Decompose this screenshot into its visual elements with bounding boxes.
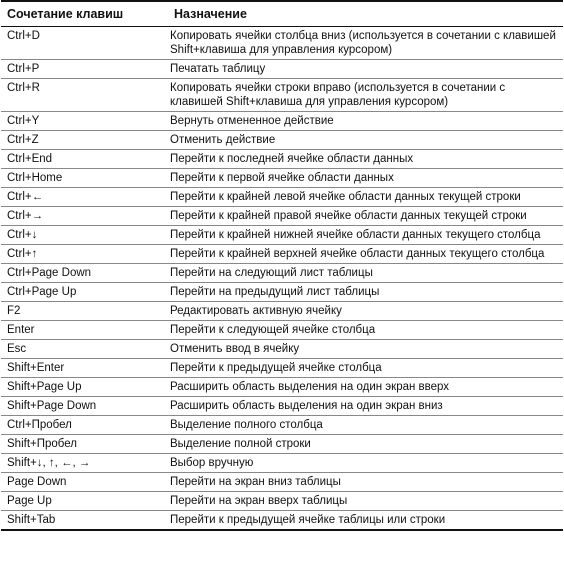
shortcut-description-cell: Расширить область выделения на один экран вниз xyxy=(168,397,563,416)
shortcut-keys-cell: Shift+Пробел xyxy=(1,435,168,454)
table-row xyxy=(1,112,563,131)
shortcut-description-cell: Перейти к первой ячейке области данных xyxy=(168,169,563,188)
shortcut-keys-cell: Ctrl+→ xyxy=(1,207,168,226)
table-row xyxy=(1,131,563,150)
table-row xyxy=(1,511,563,531)
shortcut-keys-cell: Ctrl+Пробел xyxy=(1,416,168,435)
shortcut-description-cell: Перейти на предыдущий лист таблицы xyxy=(168,283,563,302)
shortcut-keys-cell: Ctrl+End xyxy=(1,150,168,169)
shortcut-description-cell: Выделение полной строки xyxy=(168,435,563,454)
shortcut-description-cell: Перейти на экран вниз таблицы xyxy=(168,473,563,492)
table-row xyxy=(1,27,563,60)
shortcut-keys-cell: Esc xyxy=(1,340,168,359)
table-row xyxy=(1,435,563,454)
table-row xyxy=(1,79,563,112)
shortcut-keys-cell: Ctrl+← xyxy=(1,188,168,207)
table-row xyxy=(1,473,563,492)
shortcut-description-cell: Перейти на экран вверх таблицы xyxy=(168,492,563,511)
shortcut-keys-cell: Ctrl+Page Up xyxy=(1,283,168,302)
table-row xyxy=(1,492,563,511)
table-row xyxy=(1,245,563,264)
shortcut-keys-cell: Ctrl+↓ xyxy=(1,226,168,245)
shortcut-description-cell: Редактировать активную ячейку xyxy=(168,302,563,321)
shortcut-keys-cell: F2 xyxy=(1,302,168,321)
shortcut-keys-cell: Ctrl+R xyxy=(1,79,168,112)
table-row xyxy=(1,416,563,435)
shortcut-keys-cell: Shift+Page Up xyxy=(1,378,168,397)
shortcut-description-cell: Перейти к предыдущей ячейке таблицы или строки xyxy=(168,511,563,531)
shortcut-description-cell: Перейти к крайней правой ячейке области данных текущей строки xyxy=(168,207,563,226)
shortcut-keys-cell: Enter xyxy=(1,321,168,340)
shortcut-keys-cell: Shift+Tab xyxy=(1,511,168,531)
shortcut-description-cell: Печатать таблицу xyxy=(168,60,563,79)
shortcut-keys-cell: Ctrl+P xyxy=(1,60,168,79)
shortcut-description-cell: Выбор вручную xyxy=(168,454,563,473)
shortcut-keys-cell: Ctrl+Y xyxy=(1,112,168,131)
shortcut-description-cell: Перейти к крайней верхней ячейке области данных текущего столбца xyxy=(168,245,563,264)
shortcut-keys-cell: Ctrl+Page Down xyxy=(1,264,168,283)
shortcut-keys-cell: Page Up xyxy=(1,492,168,511)
shortcut-description-cell: Отменить действие xyxy=(168,131,563,150)
shortcut-keys-cell: Page Down xyxy=(1,473,168,492)
shortcut-keys-cell: Shift+Enter xyxy=(1,359,168,378)
table-row xyxy=(1,60,563,79)
table-row xyxy=(1,207,563,226)
table-row xyxy=(1,321,563,340)
shortcut-keys-cell: Ctrl+Home xyxy=(1,169,168,188)
shortcut-description-cell: Копировать ячейки строки вправо (используется в сочетании с клавишей Shift+клавиша для управления курсором) xyxy=(168,79,563,112)
table-row xyxy=(1,302,563,321)
table-header xyxy=(1,1,563,27)
table-row xyxy=(1,397,563,416)
table-row xyxy=(1,169,563,188)
table-row xyxy=(1,188,563,207)
table-row xyxy=(1,226,563,245)
table-row xyxy=(1,359,563,378)
shortcut-description-cell: Отменить ввод в ячейку xyxy=(168,340,563,359)
table-row xyxy=(1,283,563,302)
shortcut-keys-cell: Ctrl+Z xyxy=(1,131,168,150)
table-row xyxy=(1,340,563,359)
shortcuts-table xyxy=(1,0,563,531)
shortcut-description-cell: Вернуть отмененное действие xyxy=(168,112,563,131)
shortcut-description-cell: Перейти к следующей ячейке столбца xyxy=(168,321,563,340)
column-header-keys: Сочетание клавиш xyxy=(1,1,168,27)
shortcut-description-cell: Выделение полного столбца xyxy=(168,416,563,435)
shortcut-description-cell: Перейти к крайней левой ячейке области данных текущей строки xyxy=(168,188,563,207)
shortcut-description-cell: Перейти к крайней нижней ячейке области данных текущего столбца xyxy=(168,226,563,245)
table-row xyxy=(1,150,563,169)
shortcut-description-cell: Перейти к предыдущей ячейке столбца xyxy=(168,359,563,378)
table-row xyxy=(1,264,563,283)
header-row xyxy=(1,1,563,27)
shortcut-keys-cell: Ctrl+↑ xyxy=(1,245,168,264)
shortcut-keys-cell: Ctrl+D xyxy=(1,27,168,60)
shortcut-keys-cell: Shift+Page Down xyxy=(1,397,168,416)
shortcut-keys-cell: Shift+↓, ↑, ←, → xyxy=(1,454,168,473)
table-body xyxy=(1,27,563,531)
column-header-purpose: Назначение xyxy=(168,1,563,27)
table-row xyxy=(1,378,563,397)
shortcut-description-cell: Расширить область выделения на один экран вверх xyxy=(168,378,563,397)
shortcut-description-cell: Копировать ячейки столбца вниз (используется в сочетании с клавишей Shift+клавиша для управления курсором) xyxy=(168,27,563,60)
shortcut-description-cell: Перейти на следующий лист таблицы xyxy=(168,264,563,283)
table-row xyxy=(1,454,563,473)
shortcut-description-cell: Перейти к последней ячейке области данных xyxy=(168,150,563,169)
